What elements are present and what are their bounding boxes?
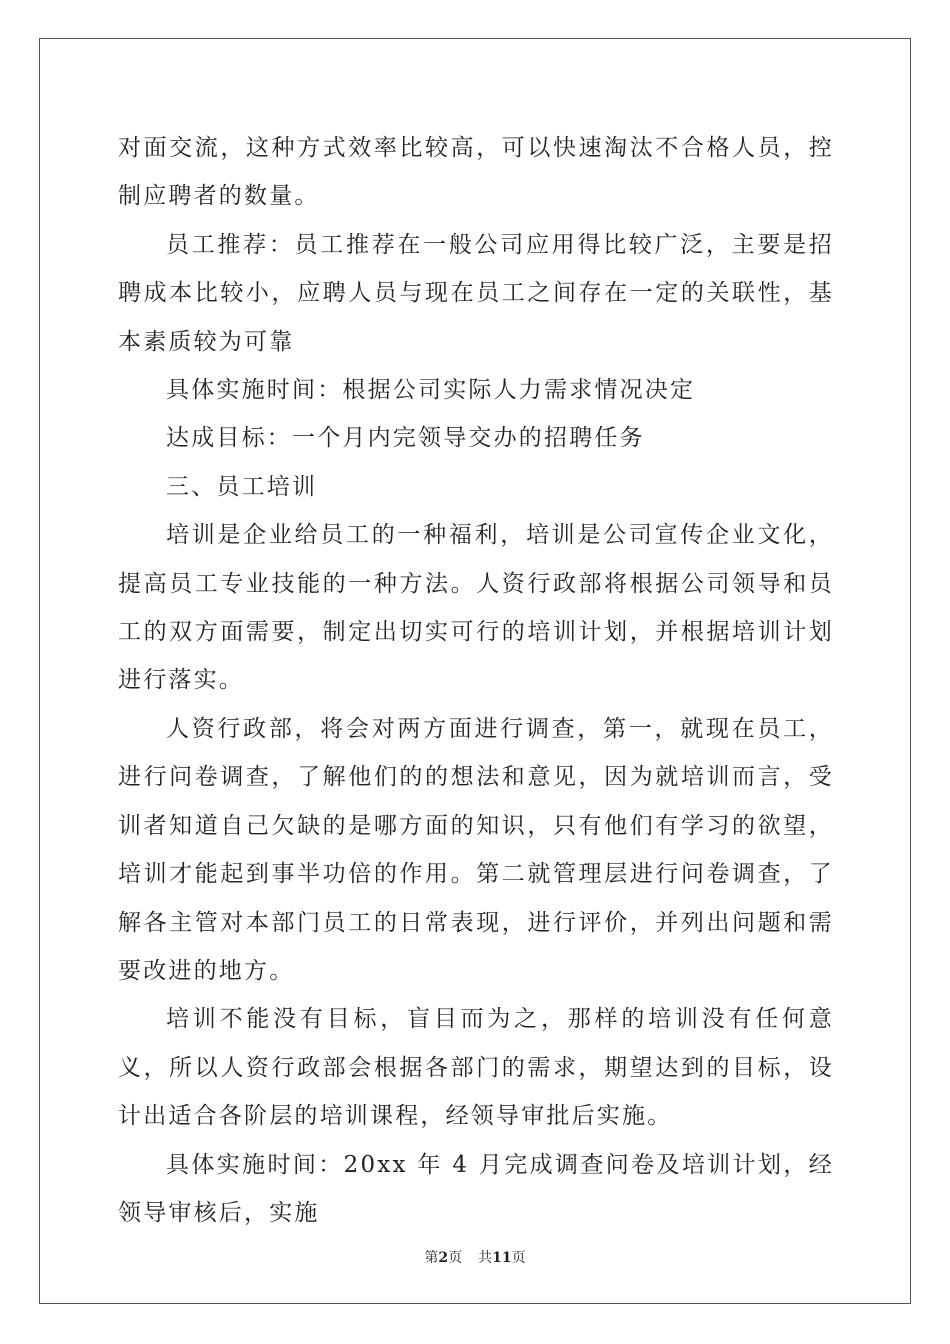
paragraph-4: 达成目标：一个月内完领导交办的招聘任务	[166, 425, 645, 452]
paragraph-9: 具体实施时间：20xx 年 4 月完成调查问卷及培训计划，经领导审核后，实施	[118, 1151, 834, 1226]
document-body	[118, 124, 834, 1237]
footer-total-suffix: 页	[511, 1250, 526, 1266]
paragraph-6: 培训是企业给员工的一种福利，培训是公司宣传企业文化，提高员工专业技能的一种方法。人资行政部将根据公司领导和员工的双方面需要，制定出切实可行的培训计划，并根据培训计划进行落实。	[118, 522, 834, 694]
footer-page-suffix: 页	[448, 1250, 463, 1266]
section-heading: 三、员工培训	[166, 473, 318, 500]
paragraph-1: 对面交流，这种方式效率比较高，可以快速淘汰不合格人员，控制应聘者的数量。	[118, 135, 834, 210]
footer-page-number: 2	[438, 1250, 449, 1266]
footer-page-prefix: 第	[424, 1250, 439, 1266]
paragraph-3: 具体实施时间：根据公司实际人力需求情况决定	[166, 377, 696, 404]
paragraph-7: 人资行政部，将会对两方面进行调查，第一，就现在员工，进行问卷调查，了解他们的的想法和意见，因为就培训而言，受训者知道自己欠缺的是哪方面的知识，只有他们有学习的欲望，培训才能起到事半功倍的作用。第二就管理层进行问卷调查，了解各主管对本部门员工的日常表现，进行评价，并列出问题和需要改进的地方。	[118, 715, 834, 984]
paragraph-8: 培训不能没有目标，盲目而为之，那样的培训没有任何意义，所以人资行政部会根据各部门的需求，期望达到的目标，设计出适合各阶层的培训课程，经领导审批后实施。	[118, 1006, 834, 1130]
footer-total-prefix: 共	[478, 1250, 493, 1266]
paragraph-2: 员工推荐：员工推荐在一般公司应用得比较广泛，主要是招聘成本比较小，应聘人员与现在员工之间存在一定的关联性，基本素质较为可靠	[118, 231, 834, 355]
footer-total-number: 11	[492, 1250, 512, 1266]
page-footer	[0, 1247, 950, 1267]
